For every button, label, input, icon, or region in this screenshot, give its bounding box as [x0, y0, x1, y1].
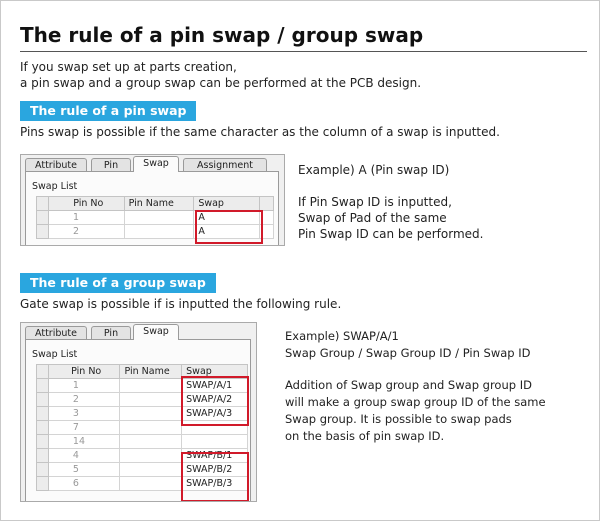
column-header-swap[interactable]: Swap: [194, 197, 260, 211]
column-header-swap[interactable]: Swap: [182, 365, 248, 379]
group-swap-explain-line-3: Swap group. It is possible to swap pads: [285, 412, 512, 426]
swap-cell[interactable]: [182, 435, 248, 449]
column-header-pin-name[interactable]: Pin Name: [120, 365, 182, 379]
pin-no-cell[interactable]: 2: [48, 393, 120, 407]
row-header: [37, 449, 49, 463]
group-swap-example-line: Example) SWAP/A/1: [285, 329, 399, 343]
pin-name-cell[interactable]: [124, 211, 194, 225]
pin-no-cell[interactable]: 14: [48, 435, 120, 449]
swap-cell[interactable]: A: [194, 225, 260, 239]
column-header-filler: [260, 197, 274, 211]
column-header-pin-no[interactable]: Pin No: [48, 197, 124, 211]
swap-cell[interactable]: SWAP/B/1: [182, 449, 248, 463]
intro-text: [20, 59, 421, 91]
row-header: [37, 407, 49, 421]
row-header-corner: [37, 365, 49, 379]
group-swap-explain-line-2: will make a group swap group ID of the same: [285, 395, 546, 409]
pin-no-cell[interactable]: 6: [48, 477, 120, 491]
group-b-highlight-box: [181, 452, 249, 502]
intro-line-1: If you swap set up at parts creation,: [20, 60, 237, 74]
row-header: [37, 225, 49, 239]
column-header-pin-no[interactable]: Pin No: [48, 365, 120, 379]
pin-name-cell[interactable]: [124, 225, 194, 239]
swap-list-label: Swap List: [32, 349, 78, 360]
pin-swap-screenshot: [20, 154, 285, 246]
row-header: [37, 211, 49, 225]
row-header: [37, 463, 49, 477]
section-description-pin-swap: Pins swap is possible if the same character as the column of a swap is inputted.: [20, 125, 500, 139]
row-header: [37, 421, 49, 435]
group-swap-screenshot: [20, 322, 257, 502]
row-header: [37, 477, 49, 491]
row-header-corner: [37, 197, 49, 211]
group-swap-example-line-2: Swap Group / Swap Group ID / Pin Swap ID: [285, 346, 531, 360]
tab-swap[interactable]: Swap: [133, 156, 179, 172]
tab-pin[interactable]: Pin: [91, 326, 131, 340]
swap-list-label: Swap List: [32, 181, 78, 192]
column-header-pin-name[interactable]: Pin Name: [124, 197, 194, 211]
pin-no-cell[interactable]: 5: [48, 463, 120, 477]
pin-no-cell[interactable]: 2: [48, 225, 124, 239]
tab-swap[interactable]: Swap: [133, 324, 179, 340]
group-swap-explain-line-4: on the basis of pin swap ID.: [285, 429, 445, 443]
swap-cell[interactable]: SWAP/A/1: [182, 379, 248, 393]
pin-no-cell[interactable]: 4: [48, 449, 120, 463]
group-a-highlight-box: [181, 376, 249, 426]
tab-attribute[interactable]: Attribute: [25, 158, 87, 172]
pin-no-cell[interactable]: 7: [48, 421, 120, 435]
swap-cell[interactable]: SWAP/A/3: [182, 407, 248, 421]
tab-attribute[interactable]: Attribute: [25, 326, 87, 340]
pin-name-cell[interactable]: [120, 393, 182, 407]
pin-swap-explanation: [298, 194, 483, 242]
swap-cell[interactable]: SWAP/B/2: [182, 463, 248, 477]
pin-swap-explain-line-1: If Pin Swap ID is inputted,: [298, 195, 452, 209]
page-title: The rule of a pin swap / group swap: [20, 23, 424, 47]
pin-name-cell[interactable]: [120, 477, 182, 491]
swap-cell[interactable]: A: [194, 211, 260, 225]
row-header: [37, 435, 49, 449]
title-divider: [20, 51, 587, 52]
pin-name-cell[interactable]: [120, 379, 182, 393]
group-swap-example: [285, 328, 531, 362]
table-header-row: [37, 197, 274, 211]
pin-name-cell[interactable]: [120, 435, 182, 449]
tab-assignment[interactable]: Assignment: [183, 158, 267, 172]
group-swap-explanation: [285, 377, 546, 445]
pin-name-cell[interactable]: [120, 407, 182, 421]
pin-name-cell[interactable]: [120, 449, 182, 463]
pin-swap-explain-line-2: Swap of Pad of the same: [298, 211, 447, 225]
intro-line-2: a pin swap and a group swap can be performed at the PCB design.: [20, 76, 422, 90]
table-row[interactable]: [37, 435, 248, 449]
pin-swap-example: [298, 162, 449, 178]
row-header: [37, 393, 49, 407]
pin-no-cell[interactable]: 3: [48, 407, 120, 421]
pin-swap-example-line: Example) A (Pin swap ID): [298, 163, 450, 177]
pin-swap-explain-line-3: Pin Swap ID can be performed.: [298, 227, 484, 241]
swap-highlight-box: [195, 210, 263, 244]
pin-no-cell[interactable]: 1: [48, 211, 124, 225]
swap-cell[interactable]: SWAP/B/3: [182, 477, 248, 491]
section-heading-group-swap: The rule of a group swap: [20, 273, 216, 293]
pin-name-cell[interactable]: [120, 421, 182, 435]
section-description-group-swap: Gate swap is possible if is inputted the following rule.: [20, 297, 342, 311]
tab-pin[interactable]: Pin: [91, 158, 131, 172]
pin-no-cell[interactable]: 1: [48, 379, 120, 393]
row-header: [37, 379, 49, 393]
swap-cell[interactable]: SWAP/A/2: [182, 393, 248, 407]
pin-name-cell[interactable]: [120, 463, 182, 477]
group-swap-explain-line-1: Addition of Swap group and Swap group ID: [285, 378, 532, 392]
section-heading-pin-swap: The rule of a pin swap: [20, 101, 196, 121]
